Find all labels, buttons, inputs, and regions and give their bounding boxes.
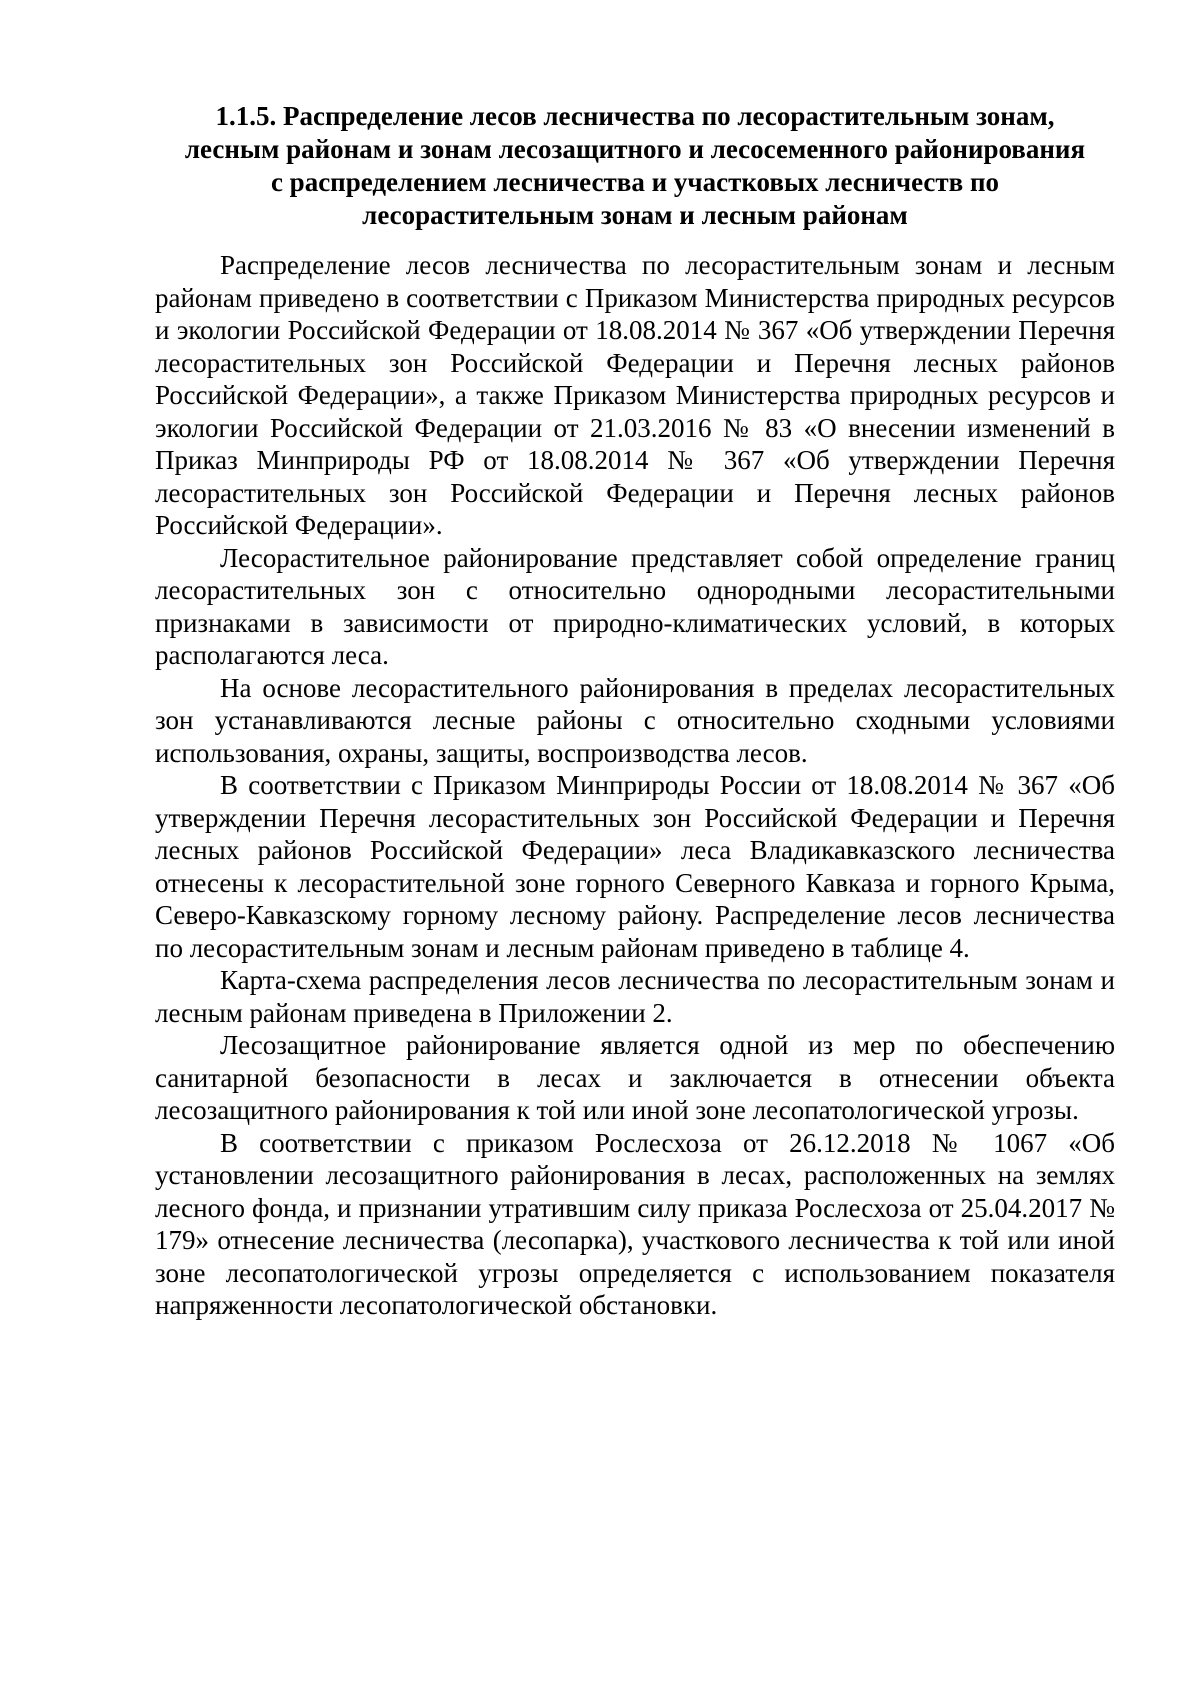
body-paragraph: Распределение лесов лесничества по лесорастительным зонам и лесным районам приведено в соответствии с Приказом Министерства природных ресурсов и экологии Российской Федерации от 18.08.2014 № 367 «Об утверждении Перечня лесорастительных зон Российской Федерации и Перечня лесных районов Российской Федерации», а также Приказом Министерства природных ресурсов и экологии Российской Федерации от 21.03.2016 № 83 «О внесении изменений в Приказ Минприроды РФ от 18.08.2014 № 367 «Об утверждении Перечня лесорастительных зон Российской Федерации и Перечня лесных районов Российской Федерации». (155, 250, 1115, 540)
body-paragraph: В соответствии с Приказом Минприроды России от 18.08.2014 № 367 «Об утверждении Перечня лесорастительных зон Российской Федерации и Перечня лесных районов Российской Федерации» леса Владикавказского лесничества отнесены к лесорастительной зоне горного Северного Кавказа и горного Крыма, Северо-Кавказскому горному лесному району. Распределение лесов лесничества по лесорастительным зонам и лесным районам приведено в таблице 4. (155, 770, 1115, 963)
section-heading (155, 100, 1115, 232)
heading-line: лесорастительным зонам и лесным районам (362, 200, 908, 230)
body-paragraph: На основе лесорастительного районирования в пределах лесорастительных зон устанавливаются лесные районы с относительно сходными условиями использования, охраны, защиты, воспроизводства лесов. (155, 672, 1115, 768)
heading-line: лесным районам и зонам лесозащитного и лесосеменного районирования (184, 134, 1086, 164)
heading-line: с распределением лесничества и участковых лесничеств по (270, 167, 1000, 197)
document-page (155, 100, 1115, 1322)
heading-line: 1.1.5. Распределение лесов лесничества по лесорастительным зонам, (215, 101, 1055, 131)
body-paragraph: Лесозащитное районирование является одной из мер по обеспечению санитарной безопасности в лесах и заключается в отнесении объекта лесозащитного районирования к той или иной зоне лесопатологической угрозы. (155, 1030, 1115, 1125)
body-paragraph: Карта-схема распределения лесов лесничества по лесорастительным зонам и лесным районам приведена в Приложении 2. (155, 965, 1115, 1028)
body-paragraph: Лесорастительное районирование представляет собой определение границ лесорастительных зон с относительно однородными лесорастительными признаками в зависимости от природно-климатических условий, в которых располагаются леса. (155, 542, 1115, 670)
body-paragraph: В соответствии с приказом Рослесхоза от 26.12.2018 № 1067 «Об установлении лесозащитного районирования в лесах, расположенных на землях лесного фонда, и признании утратившим силу приказа Рослесхоза от 25.04.2017 № 179» отнесение лесничества (лесопарка), участкового лесничества к той или иной зоне лесопатологической угрозы определяется с использованием показателя напряженности лесопатологической обстановки. (155, 1127, 1115, 1320)
